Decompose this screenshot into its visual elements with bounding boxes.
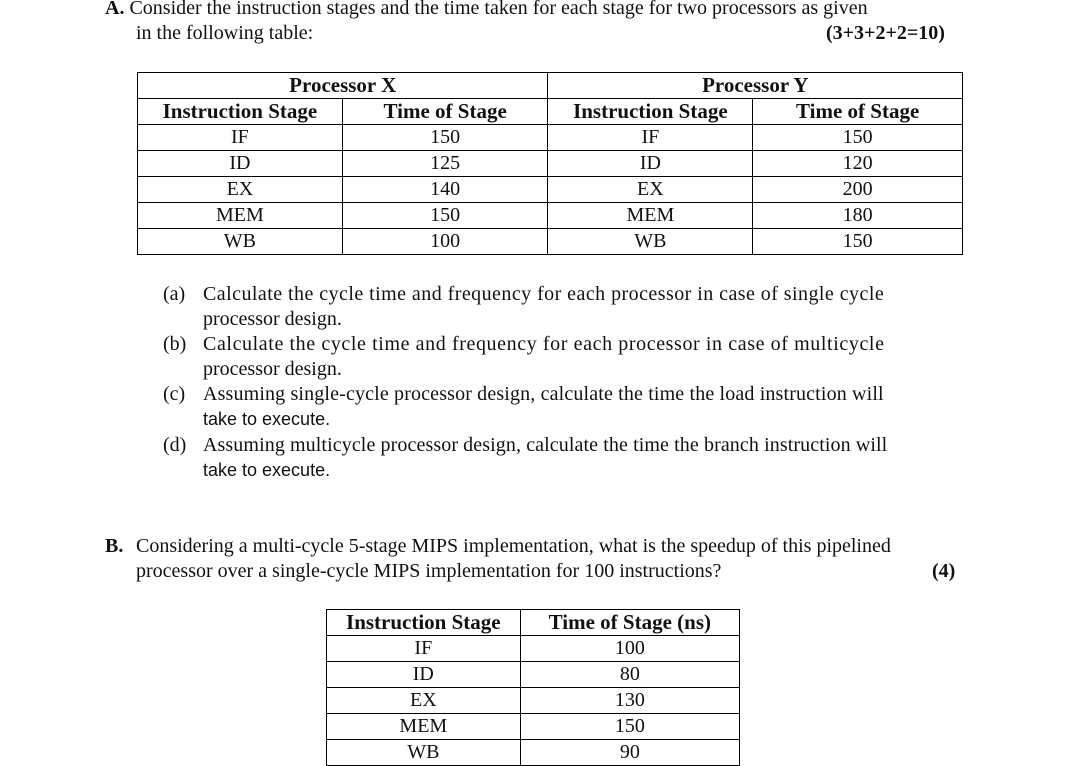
- column-header: Time of Stage (ns): [520, 610, 739, 636]
- section-a-marks: (3+3+2+2=10): [826, 22, 945, 44]
- table-row: [327, 714, 740, 740]
- mips-table: [326, 609, 740, 766]
- table-row: [138, 177, 963, 203]
- table-cell: ID: [327, 662, 521, 688]
- section-b-marks: (4): [932, 560, 956, 582]
- table-row: [138, 203, 963, 229]
- table-cell: 90: [520, 740, 739, 766]
- table-cell: 120: [753, 151, 963, 177]
- table-cell: 150: [342, 125, 548, 151]
- processor-y-header: Processor Y: [548, 73, 963, 99]
- section-a-text-2: in the following table:: [136, 22, 314, 44]
- question-a-label: (a): [163, 283, 186, 305]
- question-d-line1: Assuming multicycle processor design, calculate the time the branch instruction will: [203, 434, 888, 456]
- table-row: [138, 125, 963, 151]
- table-cell: 180: [753, 203, 963, 229]
- column-header: Instruction Stage: [138, 99, 343, 125]
- question-d-label: (d): [163, 434, 187, 456]
- table-cell: IF: [327, 636, 521, 662]
- table-cell: 150: [520, 714, 739, 740]
- table-row: [138, 229, 963, 255]
- question-c-label: (c): [163, 383, 186, 405]
- section-a-text-1: Consider the instruction stages and the time taken for each stage for two processors as given: [129, 0, 868, 19]
- question-b-line1: Calculate the cycle time and frequency for each processor in case of multicycle: [203, 333, 885, 355]
- table-cell: IF: [138, 125, 343, 151]
- column-header: Time of Stage: [753, 99, 963, 125]
- table-cell: 100: [342, 229, 548, 255]
- table-row: [327, 636, 740, 662]
- processor-group-header-row: [138, 73, 963, 99]
- section-b-label: B.: [105, 535, 124, 557]
- question-d-line2: take to execute.: [203, 460, 331, 480]
- table-cell: ID: [138, 151, 343, 177]
- table-cell: MEM: [548, 203, 753, 229]
- processor-column-header-row: [138, 99, 963, 125]
- table-cell: ID: [548, 151, 753, 177]
- question-c-line1: Assuming single-cycle processor design, calculate the time the load instruction will: [203, 383, 884, 405]
- table-cell: MEM: [138, 203, 343, 229]
- table-cell: 200: [753, 177, 963, 203]
- table-row: [327, 740, 740, 766]
- table-cell: 125: [342, 151, 548, 177]
- column-header: Instruction Stage: [327, 610, 521, 636]
- table-cell: WB: [327, 740, 521, 766]
- table-row: [327, 688, 740, 714]
- question-b-line2: processor design.: [203, 358, 342, 380]
- table-cell: 150: [753, 229, 963, 255]
- column-header: Time of Stage: [342, 99, 548, 125]
- section-b-text-1: Considering a multi-cycle 5-stage MIPS implementation, what is the speedup of this pipelined: [136, 535, 891, 557]
- question-b-label: (b): [163, 333, 187, 355]
- question-c-line2: take to execute.: [203, 409, 331, 429]
- table-cell: EX: [327, 688, 521, 714]
- table-row: [327, 662, 740, 688]
- mips-header-row: [327, 610, 740, 636]
- question-a-line2: processor design.: [203, 308, 342, 330]
- processor-table: [137, 72, 963, 255]
- table-cell: EX: [138, 177, 343, 203]
- table-cell: EX: [548, 177, 753, 203]
- table-cell: 100: [520, 636, 739, 662]
- section-a-label: A.: [105, 0, 125, 19]
- section-a-line1: [105, 0, 868, 21]
- table-cell: 80: [520, 662, 739, 688]
- table-cell: 150: [342, 203, 548, 229]
- table-cell: 130: [520, 688, 739, 714]
- table-cell: 140: [342, 177, 548, 203]
- question-a-line1: Calculate the cycle time and frequency for each processor in case of single cycle: [203, 283, 885, 305]
- table-cell: IF: [548, 125, 753, 151]
- table-cell: 150: [753, 125, 963, 151]
- section-b-text-2: processor over a single-cycle MIPS implementation for 100 instructions?: [136, 560, 722, 582]
- table-cell: WB: [138, 229, 343, 255]
- processor-x-header: Processor X: [138, 73, 548, 99]
- column-header: Instruction Stage: [548, 99, 753, 125]
- table-cell: WB: [548, 229, 753, 255]
- table-row: [138, 151, 963, 177]
- table-cell: MEM: [327, 714, 521, 740]
